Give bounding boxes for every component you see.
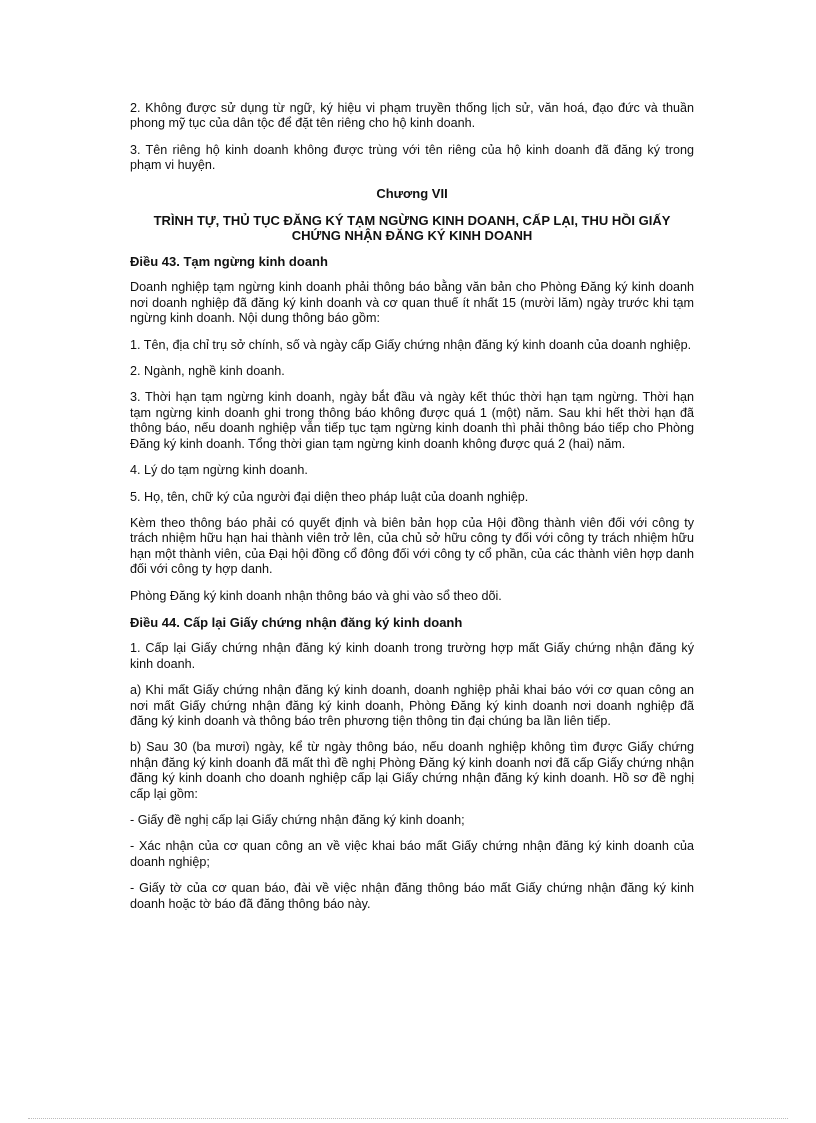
article-43-heading: Điều 43. Tạm ngừng kinh doanh: [130, 254, 328, 270]
paragraph: a) Khi mất Giấy chứng nhận đăng ký kinh doanh, doanh nghiệp phải khai báo với cơ quan công an nơi mất Giấy chứng nhận đăng ký kinh doanh, Phòng Đăng ký kinh doanh nơi doanh nghiệp đã đăng ký kinh doanh và thông báo trên phương tiện thông tin đại chúng ba lần liên tiếp.: [130, 683, 694, 728]
paragraph: 3. Thời hạn tạm ngừng kinh doanh, ngày bắt đầu và ngày kết thúc thời hạn tạm ngừng. Thời hạn tạm ngừng kinh doanh ghi trong thông báo không được quá 1 (một) năm. Sau khi hết thời hạn đã thông báo, nếu doanh nghiệp vẫn tiếp tục tạm ngừng kinh doanh thì phải thông báo tiếp cho Phòng Đăng ký kinh doanh. Tổng thời gian tạm ngừng kinh doanh không được quá 2 (hai) năm.: [130, 390, 694, 451]
paragraph: Phòng Đăng ký kinh doanh nhận thông báo và ghi vào sổ theo dõi.: [130, 588, 502, 603]
paragraph: Doanh nghiệp tạm ngừng kinh doanh phải thông báo bằng văn bản cho Phòng Đăng ký kinh doanh nơi doanh nghiệp đã đăng ký kinh doanh và cơ quan thuế ít nhất 15 (mười lăm) ngày trước khi tạm ngừng kinh doanh. Nội dung thông báo gồm:: [130, 280, 694, 326]
document-page: [130, 101, 694, 923]
paragraph: 1. Cấp lại Giấy chứng nhận đăng ký kinh doanh trong trường hợp mất Giấy chứng nhận đăng ký kinh doanh.: [130, 641, 694, 671]
page-bottom-divider: [28, 1118, 788, 1119]
paragraph: - Giấy đề nghị cấp lại Giấy chứng nhận đăng ký kinh doanh;: [130, 813, 465, 827]
article-44-heading: Điều 44. Cấp lại Giấy chứng nhận đăng ký kinh doanh: [130, 614, 463, 630]
paragraph: - Xác nhận của cơ quan công an về việc khai báo mất Giấy chứng nhận đăng ký kinh doanh của doanh nghiệp;: [130, 839, 694, 869]
paragraph: 2. Không được sử dụng từ ngữ, ký hiệu vi phạm truyền thống lịch sử, văn hoá, đạo đức và thuần phong mỹ tục của dân tộc để đặt tên riêng cho hộ kinh doanh.: [130, 101, 694, 131]
chapter-subtitle: TRÌNH TỰ, THỦ TỤC ĐĂNG KÝ TẠM NGỪNG KINH DOANH, CẤP LẠI, THU HỒI GIẤY CHỨNG NHẬN ĐĂNG KÝ KINH DOANH: [153, 213, 671, 244]
paragraph: 5. Họ, tên, chữ ký của người đại diện theo pháp luật của doanh nghiệp.: [130, 489, 529, 504]
paragraph: Kèm theo thông báo phải có quyết định và biên bản họp của Hội đồng thành viên đối với công ty trách nhiệm hữu hạn hai thành viên trở lên, của chủ sở hữu công ty đối với công ty trách nhiệm hữu hạn một thành viên, của Đại hội đồng cổ đông đối với công ty cổ phần, của các thành viên hợp danh đối với công ty hợp danh.: [130, 515, 694, 577]
paragraph: - Giấy tờ của cơ quan báo, đài về việc nhận đăng thông báo mất Giấy chứng nhận đăng ký kinh doanh hoặc tờ báo đã đăng thông báo này.: [130, 881, 694, 911]
paragraph: 4. Lý do tạm ngừng kinh doanh.: [130, 463, 308, 478]
paragraph: 1. Tên, địa chỉ trụ sở chính, số và ngày cấp Giấy chứng nhận đăng ký kinh doanh của doanh nghiệp.: [130, 337, 692, 352]
paragraph: 2. Ngành, nghề kinh doanh.: [130, 364, 285, 379]
chapter-title: Chương VII: [376, 185, 448, 201]
paragraph: b) Sau 30 (ba mươi) ngày, kể từ ngày thông báo, nếu doanh nghiệp không tìm được Giấy chứng nhận đăng ký kinh doanh đã mất thì đề nghị Phòng Đăng ký kinh doanh nơi đã cấp Giấy chứng nhận đăng ký kinh doanh cho doanh nghiệp cấp lại Giấy chứng nhận đăng ký kinh doanh. Hồ sơ đề nghị cấp lại gồm:: [130, 740, 694, 801]
paragraph: 3. Tên riêng hộ kinh doanh không được trùng với tên riêng của hộ kinh doanh đã đăng ký trong phạm vi huyện.: [130, 142, 694, 173]
